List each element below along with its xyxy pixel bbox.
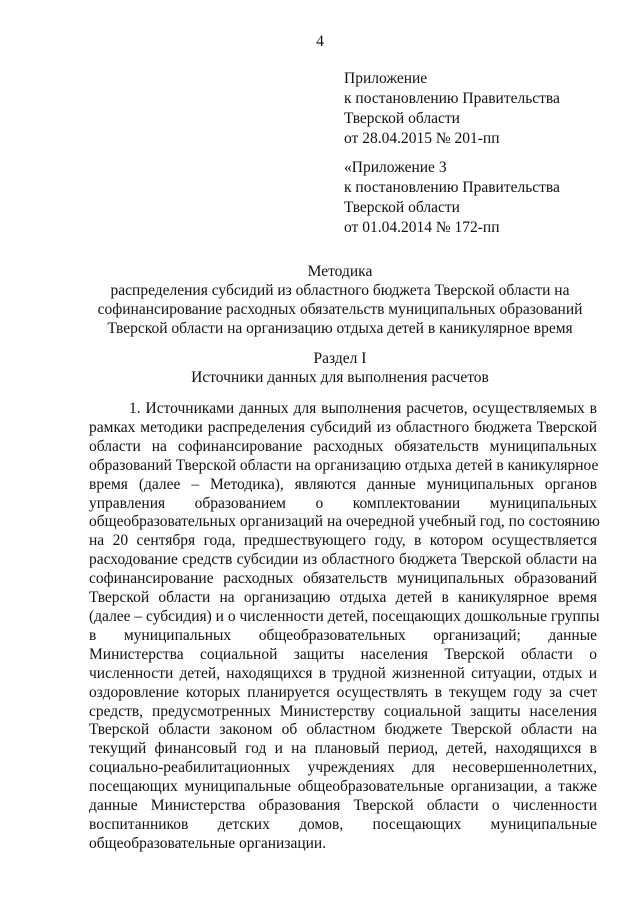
paragraph-line: Министерства социальной защиты населения Тверской области о [89,645,597,663]
paragraph-line: оздоровление которых планируется осуществлять в текущем году за счет [89,683,597,701]
appendix-line: Тверской области [344,199,460,216]
paragraph-line: социально-реабилитационных учреждениях для несовершеннолетних, [89,759,597,777]
appendix-line: «Приложение 3 [344,159,447,176]
appendix-line: к постановлению Правительства [344,179,560,196]
paragraph-line: в муниципальных общеобразовательных организаций; данные [89,626,597,644]
title-line: распределения субсидий из областного бюджета Тверской области на [110,282,570,299]
paragraph-line: воспитанников детских домов, посещающих муниципальные [89,815,597,833]
paragraph-line: средств, предусмотренных Министерству социальной защиты населения [89,702,597,720]
appendix-block-current [344,69,560,149]
paragraph-line: расходование средств субсидии из областного бюджета Тверской области на [89,551,597,569]
paragraph-line: 1. Источниками данных для выполнения расчетов, осуществляемых в [129,400,597,417]
appendix-line: от 28.04.2015 № 201-пп [344,130,500,147]
paragraph-line: рамках методики распределения субсидий из областного бюджета Тверской [89,418,597,436]
paragraph-line: численности детей, находящихся в трудной жизненной ситуации, отдых и [89,664,597,682]
paragraph-line: софинансирование расходных обязательств муниципальных образований [89,570,597,588]
paragraph-line: на 20 сентября года, предшествующего году, в котором осуществляется [89,532,597,550]
section-label: Раздел I [313,350,367,367]
document-title [60,262,620,338]
title-line: софинансирование расходных обязательств муниципальных образований [97,301,583,318]
paragraph-line: время (далее – Методика), являются данные муниципальных органов [89,475,597,493]
paragraph-1 [89,400,600,854]
section-header [60,349,620,387]
paragraph-line: текущий финансовый год и на плановый период, детей, находящихся в [89,740,597,758]
paragraph-line: общеобразовательные организации. [89,834,327,852]
paragraph-line: общеобразовательных организаций на очередной учебный год, по состоянию [89,513,600,531]
title-line: Методика [307,263,373,280]
appendix-line: Приложение [344,70,428,87]
paragraph-line: образований Тверской области на организацию отдыха детей в каникулярное [89,456,599,474]
paragraph-line: области на софинансирование расходных обязательств муниципальных [89,437,597,455]
paragraph-line: посещающих муниципальные общеобразовательные организации, а также [89,778,597,796]
paragraph-line: управления образованием о комплектовании муниципальных [89,494,597,512]
paragraph-line: данные Министерства образования Тверской области о численности [89,797,597,815]
paragraph-line: Тверской области на организацию отдыха детей в каникулярное время [89,589,597,607]
appendix-line: Тверской области [344,110,460,127]
title-line: Тверской области на организацию отдыха детей в каникулярное время [107,320,573,337]
page-number: 4 [316,33,324,50]
appendix-line: от 01.04.2014 № 172-пп [344,219,500,236]
paragraph-line: Тверской области законом об областном бюджете Тверской области на [89,721,597,739]
section-heading: Источники данных для выполнения расчетов [191,369,489,386]
appendix-line: к постановлению Правительства [344,90,560,107]
paragraph-line: (далее – субсидия) и о численности детей, посещающих дошкольные группы [89,607,600,625]
appendix-block-original [344,158,560,238]
